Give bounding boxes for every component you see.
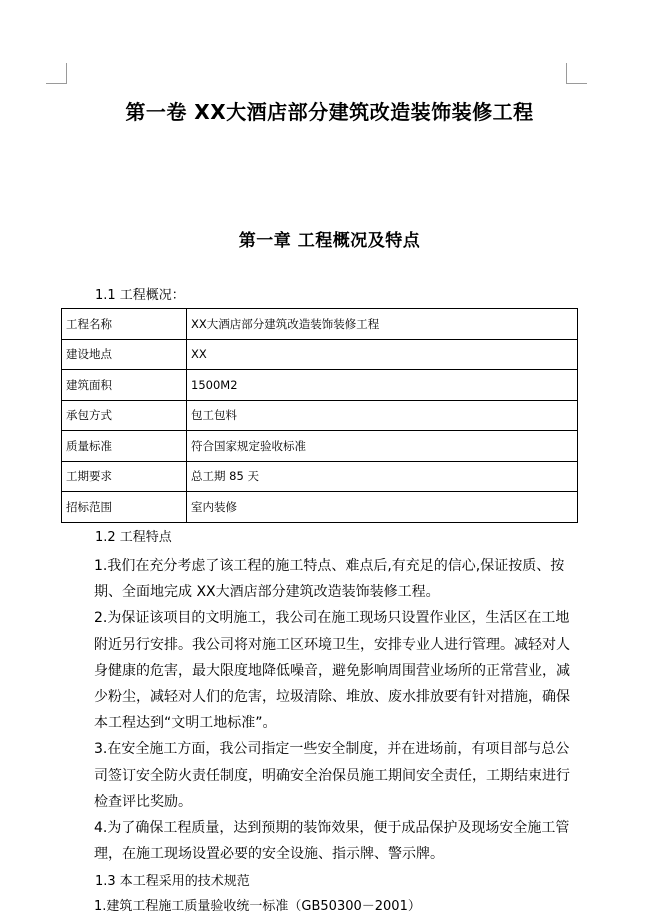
table-cell-key: 建设地点 bbox=[62, 339, 187, 370]
table-cell-value: 1500M2 bbox=[187, 370, 578, 401]
section-1-3-heading: 1.3 本工程采用的技术规范 bbox=[95, 874, 250, 889]
table-cell-value: 符合国家规定验收标准 bbox=[187, 431, 578, 462]
table-cell-value: 室内装修 bbox=[187, 492, 578, 523]
chapter-title: 第一章 工程概况及特点 bbox=[238, 231, 421, 251]
table-cell-value: XX大酒店部分建筑改造装饰装修工程 bbox=[187, 309, 578, 340]
table-cell-key: 工期要求 bbox=[62, 461, 187, 492]
table-cell-key: 承包方式 bbox=[62, 400, 187, 431]
overview-table bbox=[61, 308, 578, 523]
spec-item: 1.建筑工程施工质量验收统一标准（GB50300－2001） bbox=[94, 899, 421, 914]
table-cell-value: 总工期 85 天 bbox=[187, 461, 578, 492]
table-row bbox=[62, 431, 578, 462]
page-corner-mark-top-right bbox=[566, 63, 587, 84]
table-row bbox=[62, 492, 578, 523]
paragraph: 3.在安全施工方面，我公司指定一些安全制度，并在进场前，有项目部与总公司签订安全防火责任制度，明确安全治保员施工期间安全责任，工期结束进行检查评比奖励。 bbox=[94, 741, 570, 810]
table-row bbox=[62, 370, 578, 401]
table-cell-value: XX bbox=[187, 339, 578, 370]
paragraph: 4.为了确保工程质量，达到预期的装饰效果，便于成品保护及现场安全施工管理，在施工现场设置必要的安全设施、指示牌、警示牌。 bbox=[94, 820, 570, 863]
table-cell-key: 招标范围 bbox=[62, 492, 187, 523]
page-corner-mark-top-left bbox=[46, 63, 67, 84]
volume-title: 第一卷 XX大酒店部分建筑改造装饰装修工程 bbox=[125, 100, 534, 124]
table-cell-key: 质量标准 bbox=[62, 431, 187, 462]
table-cell-key: 工程名称 bbox=[62, 309, 187, 340]
section-1-2-heading: 1.2 工程特点 bbox=[95, 530, 172, 545]
table-row bbox=[62, 461, 578, 492]
table-row bbox=[62, 400, 578, 431]
paragraph: 2.为保证该项目的文明施工，我公司在施工现场只设置作业区，生活区在工地附近另行安排。我公司将对施工区环境卫生，安排专业人进行管理。减轻对人身健康的危害，最大限度地降低噪音，避免影响周围营业场所的正常营业，减少粉尘，减轻对人们的危害，垃圾清除、堆放、废水排放要有针对措施，确保本工程达到“文明工地标准”。 bbox=[94, 610, 570, 732]
table-cell-key: 建筑面积 bbox=[62, 370, 187, 401]
section-1-1-heading: 1.1 工程概况： bbox=[95, 288, 185, 303]
paragraph: 1.我们在充分考虑了该工程的施工特点、难点后,有充足的信心,保证按质、按期、全面地完成 XX大酒店部分建筑改造装饰装修工程。 bbox=[94, 558, 565, 601]
table-row bbox=[62, 339, 578, 370]
table-cell-value: 包工包料 bbox=[187, 400, 578, 431]
table-row bbox=[62, 309, 578, 340]
section-1-2-body bbox=[94, 553, 572, 867]
